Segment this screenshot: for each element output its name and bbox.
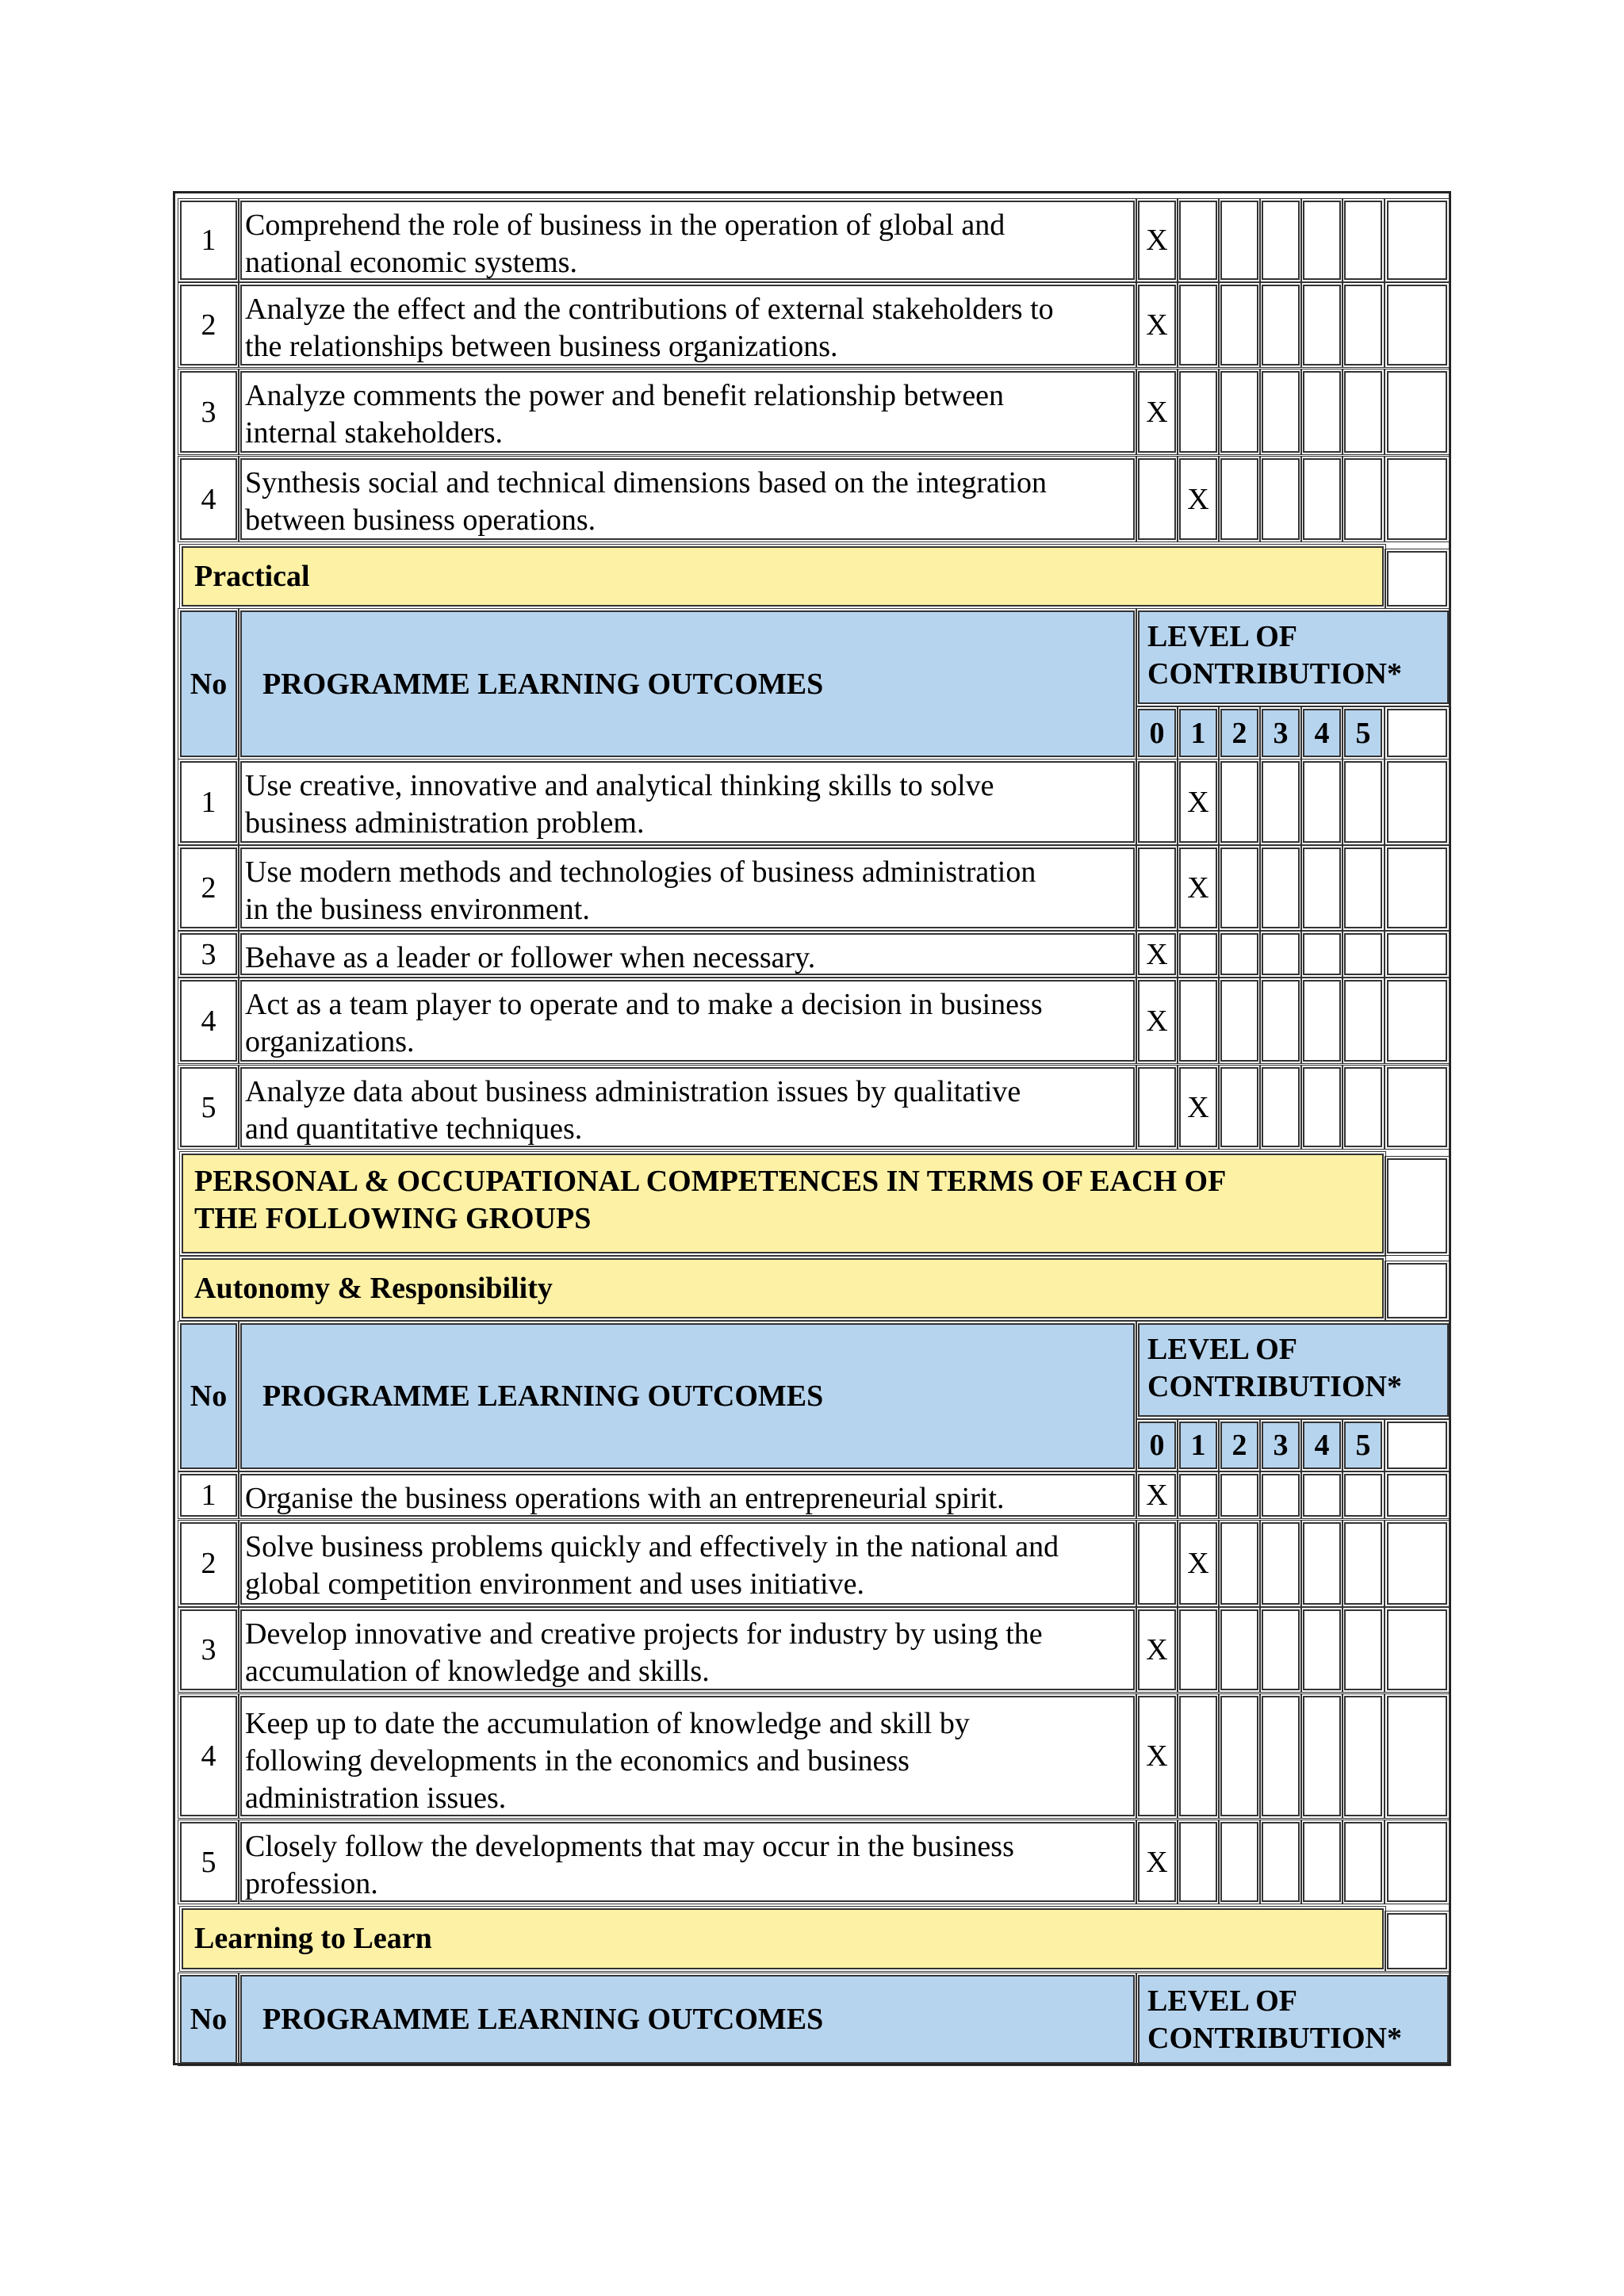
level-4-cell xyxy=(1303,761,1341,843)
extra-cell xyxy=(1387,848,1447,928)
outcome-text: Comprehend the role of business in the operation of global and national economic systems. xyxy=(240,201,1135,280)
level-2-heading: 2 xyxy=(1220,1422,1258,1469)
extra-cell xyxy=(1387,458,1447,540)
level-2-cell xyxy=(1220,761,1258,843)
section-title: Autonomy & Responsibility xyxy=(182,1258,1384,1318)
level-0-cell: X xyxy=(1138,371,1176,453)
level-3-cell xyxy=(1262,1609,1300,1690)
level-5-cell xyxy=(1344,1474,1382,1517)
level-4-cell xyxy=(1303,371,1341,453)
level-1-cell xyxy=(1179,371,1217,453)
level-0-cell: X xyxy=(1138,285,1176,365)
level-1-cell xyxy=(1179,980,1217,1062)
header-programme-learning-outcomes: PROGRAMME LEARNING OUTCOMES xyxy=(240,1323,1135,1469)
outcome-text: Solve business problems quickly and effectively in the national and global competition environment and uses initiative. xyxy=(240,1522,1135,1605)
header-level-of-contribution: LEVEL OF CONTRIBUTION* xyxy=(1138,1323,1449,1417)
level-4-cell xyxy=(1303,1696,1341,1816)
extra-cell xyxy=(1387,1913,1447,1969)
outcome-text: Analyze the effect and the contributions of external stakeholders to the relationships between business organizations. xyxy=(240,285,1135,365)
level-0-heading: 0 xyxy=(1138,709,1176,757)
level-5-heading: 5 xyxy=(1344,709,1382,757)
outcome-number: 5 xyxy=(180,1822,237,1902)
level-2-cell xyxy=(1220,933,1258,975)
section-title: Learning to Learn xyxy=(182,1908,1384,1969)
level-3-cell xyxy=(1262,1522,1300,1605)
outcome-number: 1 xyxy=(180,761,237,843)
level-1-cell xyxy=(1179,1474,1217,1517)
level-2-cell xyxy=(1220,1522,1258,1605)
outcome-number: 1 xyxy=(180,201,237,280)
level-0-cell xyxy=(1138,1067,1176,1147)
level-3-cell xyxy=(1262,1822,1300,1902)
level-0-cell: X xyxy=(1138,1822,1176,1902)
level-2-cell xyxy=(1220,1696,1258,1816)
outcome-number: 4 xyxy=(180,1696,237,1816)
level-1-cell xyxy=(1179,285,1217,365)
level-2-cell xyxy=(1220,848,1258,928)
outcome-number: 1 xyxy=(180,1474,237,1517)
extra-cell xyxy=(1387,551,1447,607)
outcome-number: 2 xyxy=(180,1522,237,1605)
level-3-cell xyxy=(1262,458,1300,540)
outcome-number: 4 xyxy=(180,458,237,540)
level-3-heading: 3 xyxy=(1262,1422,1300,1469)
level-0-cell: X xyxy=(1138,1474,1176,1517)
level-5-heading: 5 xyxy=(1344,1422,1382,1469)
level-0-cell xyxy=(1138,761,1176,843)
header-no: No xyxy=(180,1975,237,2064)
level-2-cell xyxy=(1220,1609,1258,1690)
level-5-cell xyxy=(1344,1696,1382,1816)
level-1-cell: X xyxy=(1179,1522,1217,1605)
extra-cell xyxy=(1387,1263,1447,1318)
level-4-cell xyxy=(1303,1522,1341,1605)
level-0-heading: 0 xyxy=(1138,1422,1176,1469)
level-5-cell xyxy=(1344,285,1382,365)
section-title: PERSONAL & OCCUPATIONAL COMPETENCES IN TERMS OF EACH OF THE FOLLOWING GROUPS xyxy=(182,1154,1384,1253)
outcome-text: Develop innovative and creative projects for industry by using the accumulation of knowledge and skills. xyxy=(240,1609,1135,1690)
level-4-cell xyxy=(1303,1822,1341,1902)
level-5-cell xyxy=(1344,933,1382,975)
level-3-cell xyxy=(1262,201,1300,280)
header-level-of-contribution: LEVEL OF CONTRIBUTION* xyxy=(1138,610,1449,704)
level-3-cell xyxy=(1262,1696,1300,1816)
level-2-cell xyxy=(1220,1474,1258,1517)
level-5-cell xyxy=(1344,1822,1382,1902)
outcome-text: Use creative, innovative and analytical thinking skills to solve business administration problem. xyxy=(240,761,1135,843)
level-5-cell xyxy=(1344,1522,1382,1605)
outcome-number: 3 xyxy=(180,1609,237,1690)
level-1-cell: X xyxy=(1179,848,1217,928)
level-4-cell xyxy=(1303,980,1341,1062)
level-3-cell xyxy=(1262,848,1300,928)
outcome-text: Analyze data about business administration issues by qualitative and quantitative techniques. xyxy=(240,1067,1135,1147)
level-3-cell xyxy=(1262,371,1300,453)
level-3-cell xyxy=(1262,1474,1300,1517)
level-1-heading: 1 xyxy=(1179,709,1217,757)
level-4-cell xyxy=(1303,285,1341,365)
extra-cell xyxy=(1387,1609,1447,1690)
extra-cell xyxy=(1387,1422,1447,1469)
extra-cell xyxy=(1387,371,1447,453)
extra-cell xyxy=(1387,980,1447,1062)
level-2-cell xyxy=(1220,1067,1258,1147)
extra-cell xyxy=(1387,1522,1447,1605)
level-1-cell xyxy=(1179,1822,1217,1902)
extra-cell xyxy=(1387,201,1447,280)
outcome-text: Use modern methods and technologies of business administration in the business environment. xyxy=(240,848,1135,928)
outcome-text: Act as a team player to operate and to make a decision in business organizations. xyxy=(240,980,1135,1062)
extra-cell xyxy=(1387,1067,1447,1147)
outcome-number: 3 xyxy=(180,933,237,975)
extra-cell xyxy=(1387,1822,1447,1902)
outcome-text: Closely follow the developments that may occur in the business profession. xyxy=(240,1822,1135,1902)
level-1-cell xyxy=(1179,1609,1217,1690)
level-0-cell xyxy=(1138,1522,1176,1605)
level-5-cell xyxy=(1344,848,1382,928)
level-4-cell xyxy=(1303,1474,1341,1517)
level-0-cell: X xyxy=(1138,933,1176,975)
header-level-of-contribution: LEVEL OF CONTRIBUTION* xyxy=(1138,1975,1449,2064)
level-4-heading: 4 xyxy=(1303,1422,1341,1469)
level-0-cell: X xyxy=(1138,201,1176,280)
extra-cell xyxy=(1387,1696,1447,1816)
outcome-number: 5 xyxy=(180,1067,237,1147)
header-no: No xyxy=(180,610,237,757)
outcome-text: Organise the business operations with an entrepreneurial spirit. xyxy=(240,1474,1135,1517)
header-no: No xyxy=(180,1323,237,1469)
level-4-cell xyxy=(1303,201,1341,280)
outcome-number: 2 xyxy=(180,285,237,365)
level-0-cell xyxy=(1138,458,1176,540)
level-2-cell xyxy=(1220,458,1258,540)
level-3-heading: 3 xyxy=(1262,709,1300,757)
level-3-cell xyxy=(1262,761,1300,843)
extra-cell xyxy=(1387,285,1447,365)
outcome-text: Synthesis social and technical dimensions based on the integration between business operations. xyxy=(240,458,1135,540)
level-3-cell xyxy=(1262,285,1300,365)
level-0-cell: X xyxy=(1138,1609,1176,1690)
level-4-cell xyxy=(1303,1067,1341,1147)
level-3-cell xyxy=(1262,933,1300,975)
outcome-number: 3 xyxy=(180,371,237,453)
level-0-cell xyxy=(1138,848,1176,928)
level-5-cell xyxy=(1344,761,1382,843)
level-1-cell: X xyxy=(1179,458,1217,540)
level-2-cell xyxy=(1220,980,1258,1062)
outcome-text: Behave as a leader or follower when necessary. xyxy=(240,933,1135,975)
header-programme-learning-outcomes: PROGRAMME LEARNING OUTCOMES xyxy=(240,1975,1135,2064)
level-2-cell xyxy=(1220,1822,1258,1902)
level-5-cell xyxy=(1344,371,1382,453)
header-programme-learning-outcomes: PROGRAMME LEARNING OUTCOMES xyxy=(240,610,1135,757)
outcome-text: Keep up to date the accumulation of knowledge and skill by following developments in the economics and business administration issues. xyxy=(240,1696,1135,1816)
level-0-cell: X xyxy=(1138,980,1176,1062)
extra-cell xyxy=(1387,761,1447,843)
outcome-text: Analyze comments the power and benefit relationship between internal stakeholders. xyxy=(240,371,1135,453)
learning-outcomes-table xyxy=(173,191,1451,2065)
level-5-cell xyxy=(1344,980,1382,1062)
extra-cell xyxy=(1387,709,1447,757)
outcome-number: 4 xyxy=(180,980,237,1062)
level-3-cell xyxy=(1262,1067,1300,1147)
level-5-cell xyxy=(1344,201,1382,280)
level-2-heading: 2 xyxy=(1220,709,1258,757)
level-4-cell xyxy=(1303,1609,1341,1690)
level-4-cell xyxy=(1303,848,1341,928)
level-2-cell xyxy=(1220,285,1258,365)
level-1-cell xyxy=(1179,1696,1217,1816)
level-3-cell xyxy=(1262,980,1300,1062)
level-2-cell xyxy=(1220,371,1258,453)
level-2-cell xyxy=(1220,201,1258,280)
level-1-heading: 1 xyxy=(1179,1422,1217,1469)
level-0-cell: X xyxy=(1138,1696,1176,1816)
extra-cell xyxy=(1387,1158,1447,1253)
level-4-cell xyxy=(1303,933,1341,975)
level-5-cell xyxy=(1344,1609,1382,1690)
level-5-cell xyxy=(1344,458,1382,540)
level-5-cell xyxy=(1344,1067,1382,1147)
level-1-cell: X xyxy=(1179,1067,1217,1147)
extra-cell xyxy=(1387,1474,1447,1517)
section-title: Practical xyxy=(182,546,1384,607)
extra-cell xyxy=(1387,933,1447,975)
level-1-cell xyxy=(1179,933,1217,975)
level-1-cell xyxy=(1179,201,1217,280)
level-4-heading: 4 xyxy=(1303,709,1341,757)
outcome-number: 2 xyxy=(180,848,237,928)
level-1-cell: X xyxy=(1179,761,1217,843)
level-4-cell xyxy=(1303,458,1341,540)
